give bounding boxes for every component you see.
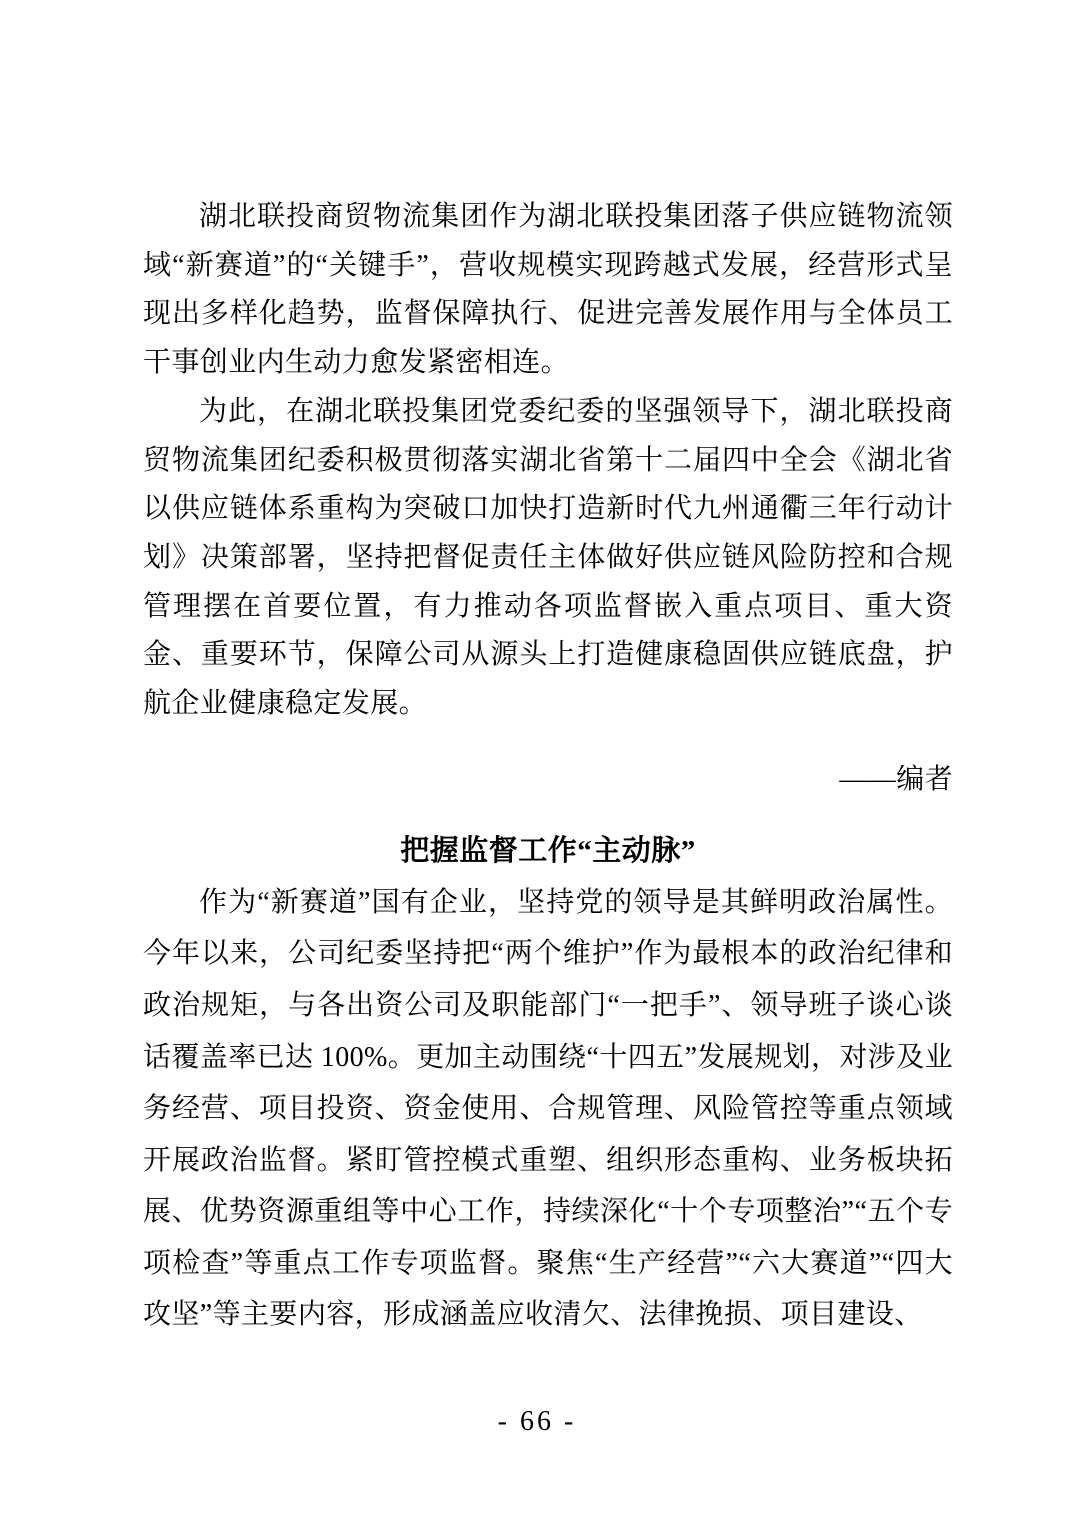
document-body bbox=[143, 193, 953, 1341]
page-number: - 66 - bbox=[497, 1406, 577, 1437]
intro-paragraph-1: 湖北联投商贸物流集团作为湖北联投集团落子供应链物流领域“新赛道”的“关键手”，营收规模实现跨越式发展，经营形式呈现出多样化趋势，监督保障执行、促进完善发展作用与全体员工干事创业内生动力愈发紧密相连。 bbox=[143, 201, 953, 379]
editor-byline: ——编者 bbox=[839, 763, 953, 795]
section-paragraph: 作为“新赛道”国有企业，坚持党的领导是其鲜明政治属性。今年以来，公司纪委坚持把“两个维护”作为最根本的政治纪律和政治规矩，与各出资公司及职能部门“一把手”、领导班子谈心谈话覆盖率已达 100%。更加主动围绕“十四五”发展规划，对涉及业务经营、项目投资、资金使用、合规管理、风险管控等重点领域开展政治监督。紧盯管控模式重塑、组织形态重构、业务板块拓展、优势资源重组等中心工作，持续深化“十个专项整治”“五个专项检查”等重点工作专项监督。聚焦“生产经营”“六大赛道”“四大攻坚”等主要内容，形成涵盖应收清欠、法律挽损、项目建设、 bbox=[143, 886, 953, 1331]
intro-paragraph-2: 为此，在湖北联投集团党委纪委的坚强领导下，湖北联投商贸物流集团纪委积极贯彻落实湖北省第十二届四中全会《湖北省以供应链体系重构为突破口加快打造新时代九州通衢三年行动计划》决策部署，坚持把督促责任主体做好供应链风险防控和合规管理摆在首要位置，有力推动各项监督嵌入重点项目、重大资金、重要环节，保障公司从源头上打造健康稳固供应链底盘，护航企业健康稳定发展。 bbox=[143, 395, 953, 720]
section-title: 把握监督工作“主动脉” bbox=[400, 834, 696, 867]
